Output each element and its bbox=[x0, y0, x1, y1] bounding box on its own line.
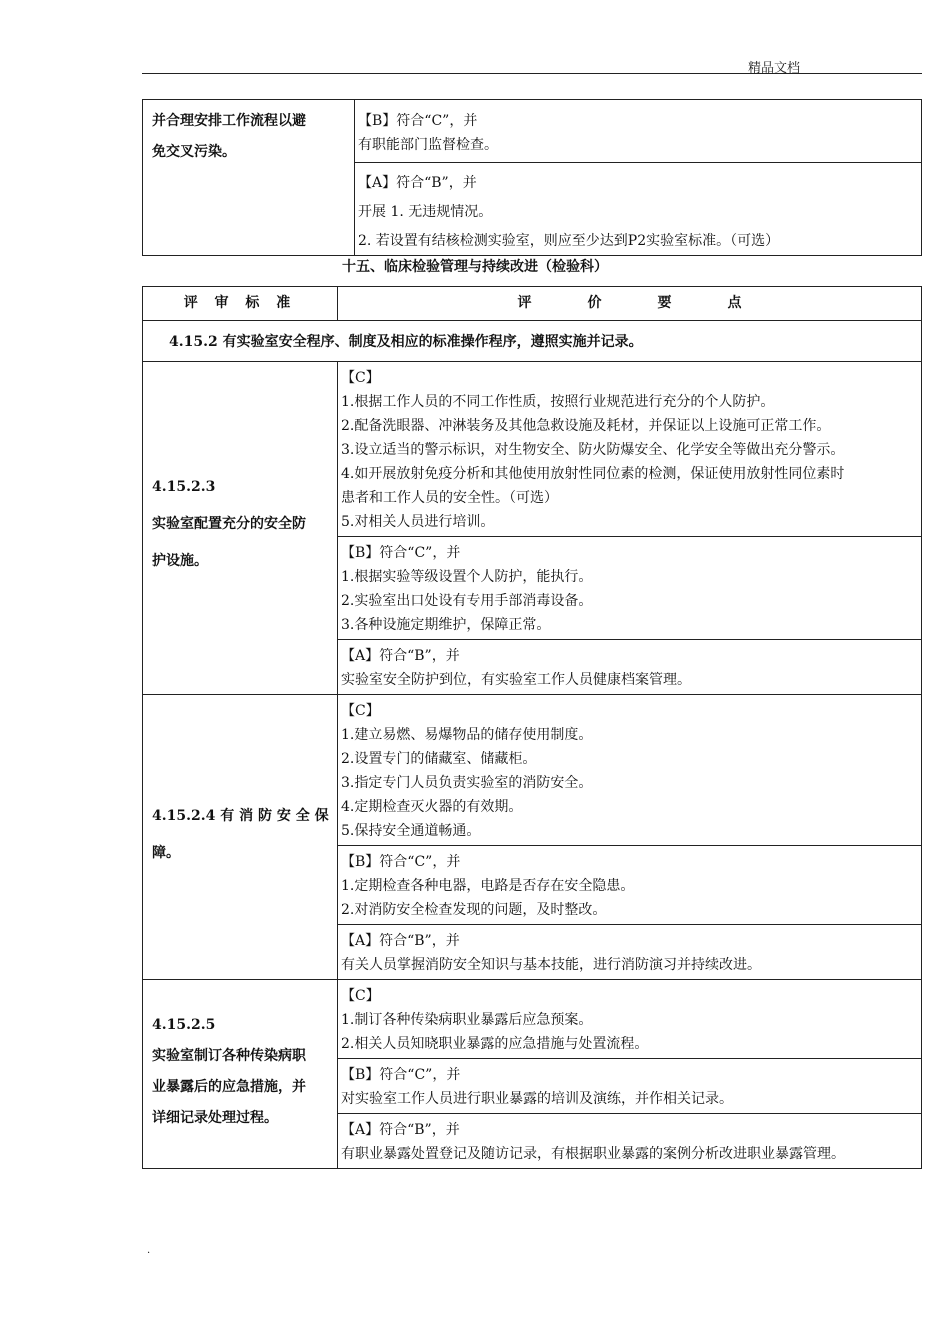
grade-line: 有职能部门监督检查。 bbox=[358, 137, 498, 153]
grade-line: 【A】符合“B”，并 bbox=[341, 648, 460, 664]
continuation-table bbox=[142, 99, 922, 256]
grade-line: 5.保持安全通道畅通。 bbox=[341, 823, 481, 839]
criteria-line: 护设施。 bbox=[152, 553, 208, 569]
grade-line: 2. 若设置有结核检测实验室，则应至少达到P2实验室标准。（可选） bbox=[358, 233, 780, 249]
header-divider bbox=[142, 73, 922, 74]
grade-line: 3.指定专门人员负责实验室的消防安全。 bbox=[341, 775, 593, 791]
grade-line: 【C】 bbox=[341, 370, 380, 386]
grade-line: 【C】 bbox=[341, 988, 380, 1004]
criteria-line: 4.15.2.3 bbox=[152, 479, 216, 495]
grade-c-cell bbox=[338, 980, 922, 1059]
section-title: 十五、临床检验管理与持续改进（检验科） bbox=[342, 259, 608, 275]
grade-line: 有职业暴露处置登记及随访记录，有根据职业暴露的案例分析改进职业暴露管理。 bbox=[341, 1146, 845, 1162]
grade-line: 1.根据工作人员的不同工作性质，按照行业规范进行充分的个人防护。 bbox=[341, 394, 775, 410]
grade-b-cell bbox=[338, 1059, 922, 1114]
criteria-line: 4.15.2.5 bbox=[152, 1017, 216, 1033]
grade-line: 开展 1. 无违规情况。 bbox=[358, 204, 493, 220]
grade-a-cell bbox=[338, 640, 922, 695]
grade-line: 【C】 bbox=[341, 703, 380, 719]
header-label: 精品文档 bbox=[748, 61, 801, 76]
criteria-line: 实验室配置充分的安全防 bbox=[152, 516, 306, 532]
grade-line: 1.建立易燃、易爆物品的储存使用制度。 bbox=[341, 727, 593, 743]
criteria-cell bbox=[143, 100, 355, 256]
grade-line: 对实验室工作人员进行职业暴露的培训及演练，并作相关记录。 bbox=[341, 1091, 733, 1107]
grade-line: 【B】符合“C”，并 bbox=[358, 113, 478, 129]
column-header-standard: 评 审 标 准 bbox=[143, 287, 338, 321]
header-char: 点 bbox=[727, 295, 742, 311]
grade-line: 【B】符合“C”，并 bbox=[341, 854, 461, 870]
grade-line: 有关人员掌握消防安全知识与基本技能，进行消防演习并持续改进。 bbox=[341, 957, 761, 973]
grade-a-cell bbox=[338, 1114, 922, 1169]
grade-line: 3.设立适当的警示标识，对生物安全、防火防爆安全、化学安全等做出充分警示。 bbox=[341, 442, 845, 458]
criteria-line: 免交叉污染。 bbox=[152, 144, 236, 160]
section-heading: 4.15.2 有实验室安全程序、制度及相应的标准操作程序，遵照实施并记录。 bbox=[143, 321, 922, 362]
grade-line: 【A】符合“B”，并 bbox=[341, 1122, 460, 1138]
grade-line: 2.相关人员知晓职业暴露的应急措施与处置流程。 bbox=[341, 1036, 649, 1052]
grade-line: 1.定期检查各种电器，电路是否存在安全隐患。 bbox=[341, 878, 635, 894]
grade-line: 4.如开展放射免疫分析和其他使用放射性同位素的检测，保证使用放射性同位素时 bbox=[341, 466, 845, 482]
grade-b-cell bbox=[338, 537, 922, 640]
grade-b-cell bbox=[355, 100, 922, 163]
grade-line: 4.定期检查灭火器的有效期。 bbox=[341, 799, 523, 815]
criteria-line: 详细记录处理过程。 bbox=[152, 1110, 278, 1126]
header-char: 要 bbox=[657, 295, 672, 311]
grade-c-cell bbox=[338, 695, 922, 846]
grade-line: 2.对消防安全检查发现的问题，及时整改。 bbox=[341, 902, 607, 918]
grade-line: 2.实验室出口处设有专用手部消毒设备。 bbox=[341, 593, 593, 609]
footer-dot: . bbox=[147, 1245, 151, 1256]
criteria-cell bbox=[143, 980, 338, 1169]
header-char: 评 bbox=[517, 295, 532, 311]
grade-line: 【A】符合“B”，并 bbox=[358, 175, 477, 191]
criteria-line: 4.15.2.4 有 消 防 安 全 保 bbox=[152, 808, 329, 824]
grade-line: 【A】符合“B”，并 bbox=[341, 933, 460, 949]
grade-a-cell bbox=[355, 163, 922, 256]
grade-c-cell bbox=[338, 362, 922, 537]
column-header-points bbox=[338, 287, 922, 321]
evaluation-table bbox=[142, 286, 922, 1169]
grade-b-cell bbox=[338, 846, 922, 925]
grade-line: 5.对相关人员进行培训。 bbox=[341, 514, 495, 530]
grade-line: 1.根据实验等级设置个人防护，能执行。 bbox=[341, 569, 593, 585]
criteria-cell bbox=[143, 695, 338, 980]
grade-line: 实验室安全防护到位，有实验室工作人员健康档案管理。 bbox=[341, 672, 691, 688]
grade-line: 3.各种设施定期维护，保障正常。 bbox=[341, 617, 551, 633]
grade-line: 【B】符合“C”，并 bbox=[341, 1067, 461, 1083]
criteria-line: 并合理安排工作流程以避 bbox=[152, 113, 306, 129]
grade-a-cell bbox=[338, 925, 922, 980]
grade-line: 1.制订各种传染病职业暴露后应急预案。 bbox=[341, 1012, 593, 1028]
grade-line: 患者和工作人员的安全性。（可选） bbox=[341, 490, 558, 506]
grade-line: 【B】符合“C”，并 bbox=[341, 545, 461, 561]
criteria-cell bbox=[143, 362, 338, 695]
criteria-line: 业暴露后的应急措施，并 bbox=[152, 1079, 306, 1095]
criteria-line: 障。 bbox=[152, 845, 180, 861]
grade-line: 2.设置专门的储藏室、储藏柜。 bbox=[341, 751, 537, 767]
header-char: 价 bbox=[587, 295, 602, 311]
grade-line: 2.配备洗眼器、冲淋装务及其他急救设施及耗材，并保证以上设施可正常工作。 bbox=[341, 418, 831, 434]
criteria-line: 实验室制订各种传染病职 bbox=[152, 1048, 306, 1064]
